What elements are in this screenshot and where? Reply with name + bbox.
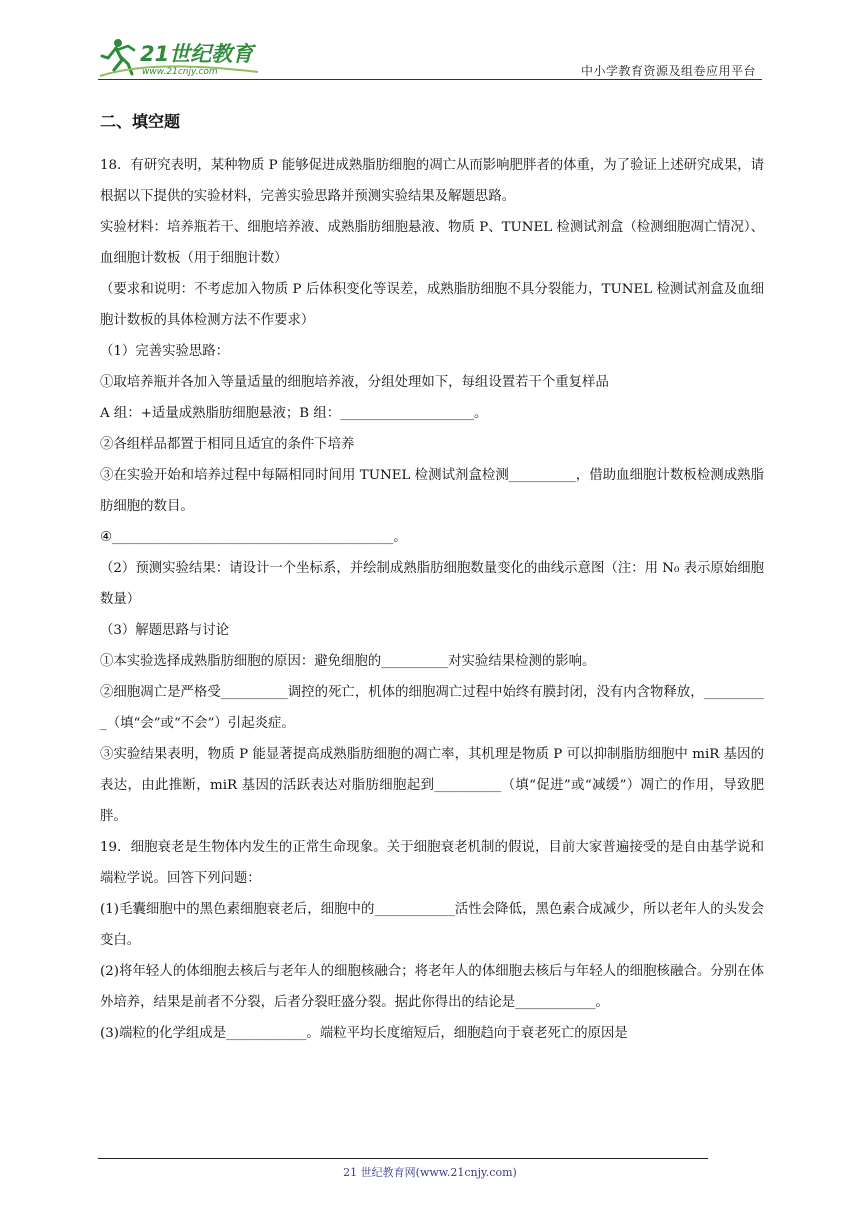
header-divider [98, 79, 762, 80]
discussion-2: ②细胞凋亡是严格受__________调控的死亡，机体的细胞凋亡过程中始终有膜封闭，没有内含物释放，__________（填“会”或“不会”）引起炎症。 [100, 685, 764, 731]
platform-name: 中小学教育资源及组卷应用平台 [580, 64, 756, 78]
question-19-part-1: (1)毛囊细胞中的黑色素细胞衰老后，细胞中的____________活性会降低，黑色素合成减少，所以老年人的头发会变白。 [100, 902, 764, 948]
subquestion-2: （2）预测实验结果：请设计一个坐标系，并绘制成熟脂肪细胞数量变化的曲线示意图（注：用 N₀ 表示原始细胞数量） [100, 561, 764, 607]
question-19-stem: 19．细胞衰老是生物体内发生的正常生命现象。关于细胞衰老机制的假说，目前大家普遍接受的是自由基学说和端粒学说。回答下列问题： [100, 840, 764, 886]
question-19-part-2: (2)将年轻人的体细胞去核后与老年人的细胞核融合；将老年人的体细胞去核后与年轻人的细胞核融合。分别在体外培养，结果是前者不分裂，后者分裂旺盛分裂。据此你得出的结论是____________。 [100, 964, 764, 1010]
site-logo [98, 34, 268, 80]
page-footer: 21 世纪教育网(www.21cnjy.com) [343, 1166, 517, 1179]
question-18-stem: 18．有研究表明，某种物质 P 能够促进成熟脂肪细胞的凋亡从而影响肥胖者的体重，为了验证上述研究成果，请根据以下提供的实验材料，完善实验思路并预测实验结果及解题思路。 [100, 158, 764, 204]
footer-divider [98, 1158, 708, 1159]
experiment-materials: 实验材料：培养瓶若干、细胞培养液、成熟脂肪细胞悬液、物质 P、TUNEL 检测试剂盒（检测细胞凋亡情况）、血细胞计数板（用于细胞计数） [100, 220, 764, 266]
document-body [100, 104, 764, 1049]
svg-text:www.21cnjy.com: www.21cnjy.com [142, 67, 218, 77]
question-19-part-3: (3)端粒的化学组成是____________。端粒平均长度缩短后，细胞趋向于衰老死亡的原因是 [100, 1026, 628, 1041]
requirements-note: （要求和说明：不考虑加入物质 P 后体积变化等误差，成熟脂肪细胞不具分裂能力，TUNEL 检测试剂盒及血细胞计数板的具体检测方法不作要求） [100, 282, 764, 328]
step-2: ②各组样品都置于相同且适宜的条件下培养 [100, 437, 355, 452]
step-3: ③在实验开始和培养过程中每隔相同时间用 TUNEL 检测试剂盒检测__________，借助血细胞计数板检测成熟脂肪细胞的数目。 [100, 468, 764, 514]
discussion-1: ①本实验选择成熟脂肪细胞的原因：避免细胞的__________对实验结果检测的影响。 [100, 654, 596, 669]
svg-text:21世纪教育: 21世纪教育 [140, 42, 254, 66]
group-setup-blank: A 组：+适量成熟脂肪细胞悬液；B 组：____________________。 [100, 406, 488, 421]
section-title: 二、填空题 [100, 112, 181, 131]
discussion-3: ③实验结果表明，物质 P 能显著提高成熟脂肪细胞的凋亡率，其机理是物质 P 可以抑制脂肪细胞中 miR 基因的表达，由此推断，miR 基因的活跃表达对脂肪细胞起到__________（填“促进”或“减缓”）凋亡的作用，导致肥胖。 [100, 747, 764, 824]
subquestion-1-heading: （1）完善实验思路： [100, 344, 230, 359]
subquestion-3-heading: （3）解题思路与讨论 [100, 623, 230, 638]
page-header [98, 34, 762, 84]
step-1: ①取培养瓶并各加入等量适量的细胞培养液，分组处理如下，每组设置若干个重复样品 [100, 375, 609, 390]
step-4-blank: ④__________________________________________。 [100, 530, 407, 545]
